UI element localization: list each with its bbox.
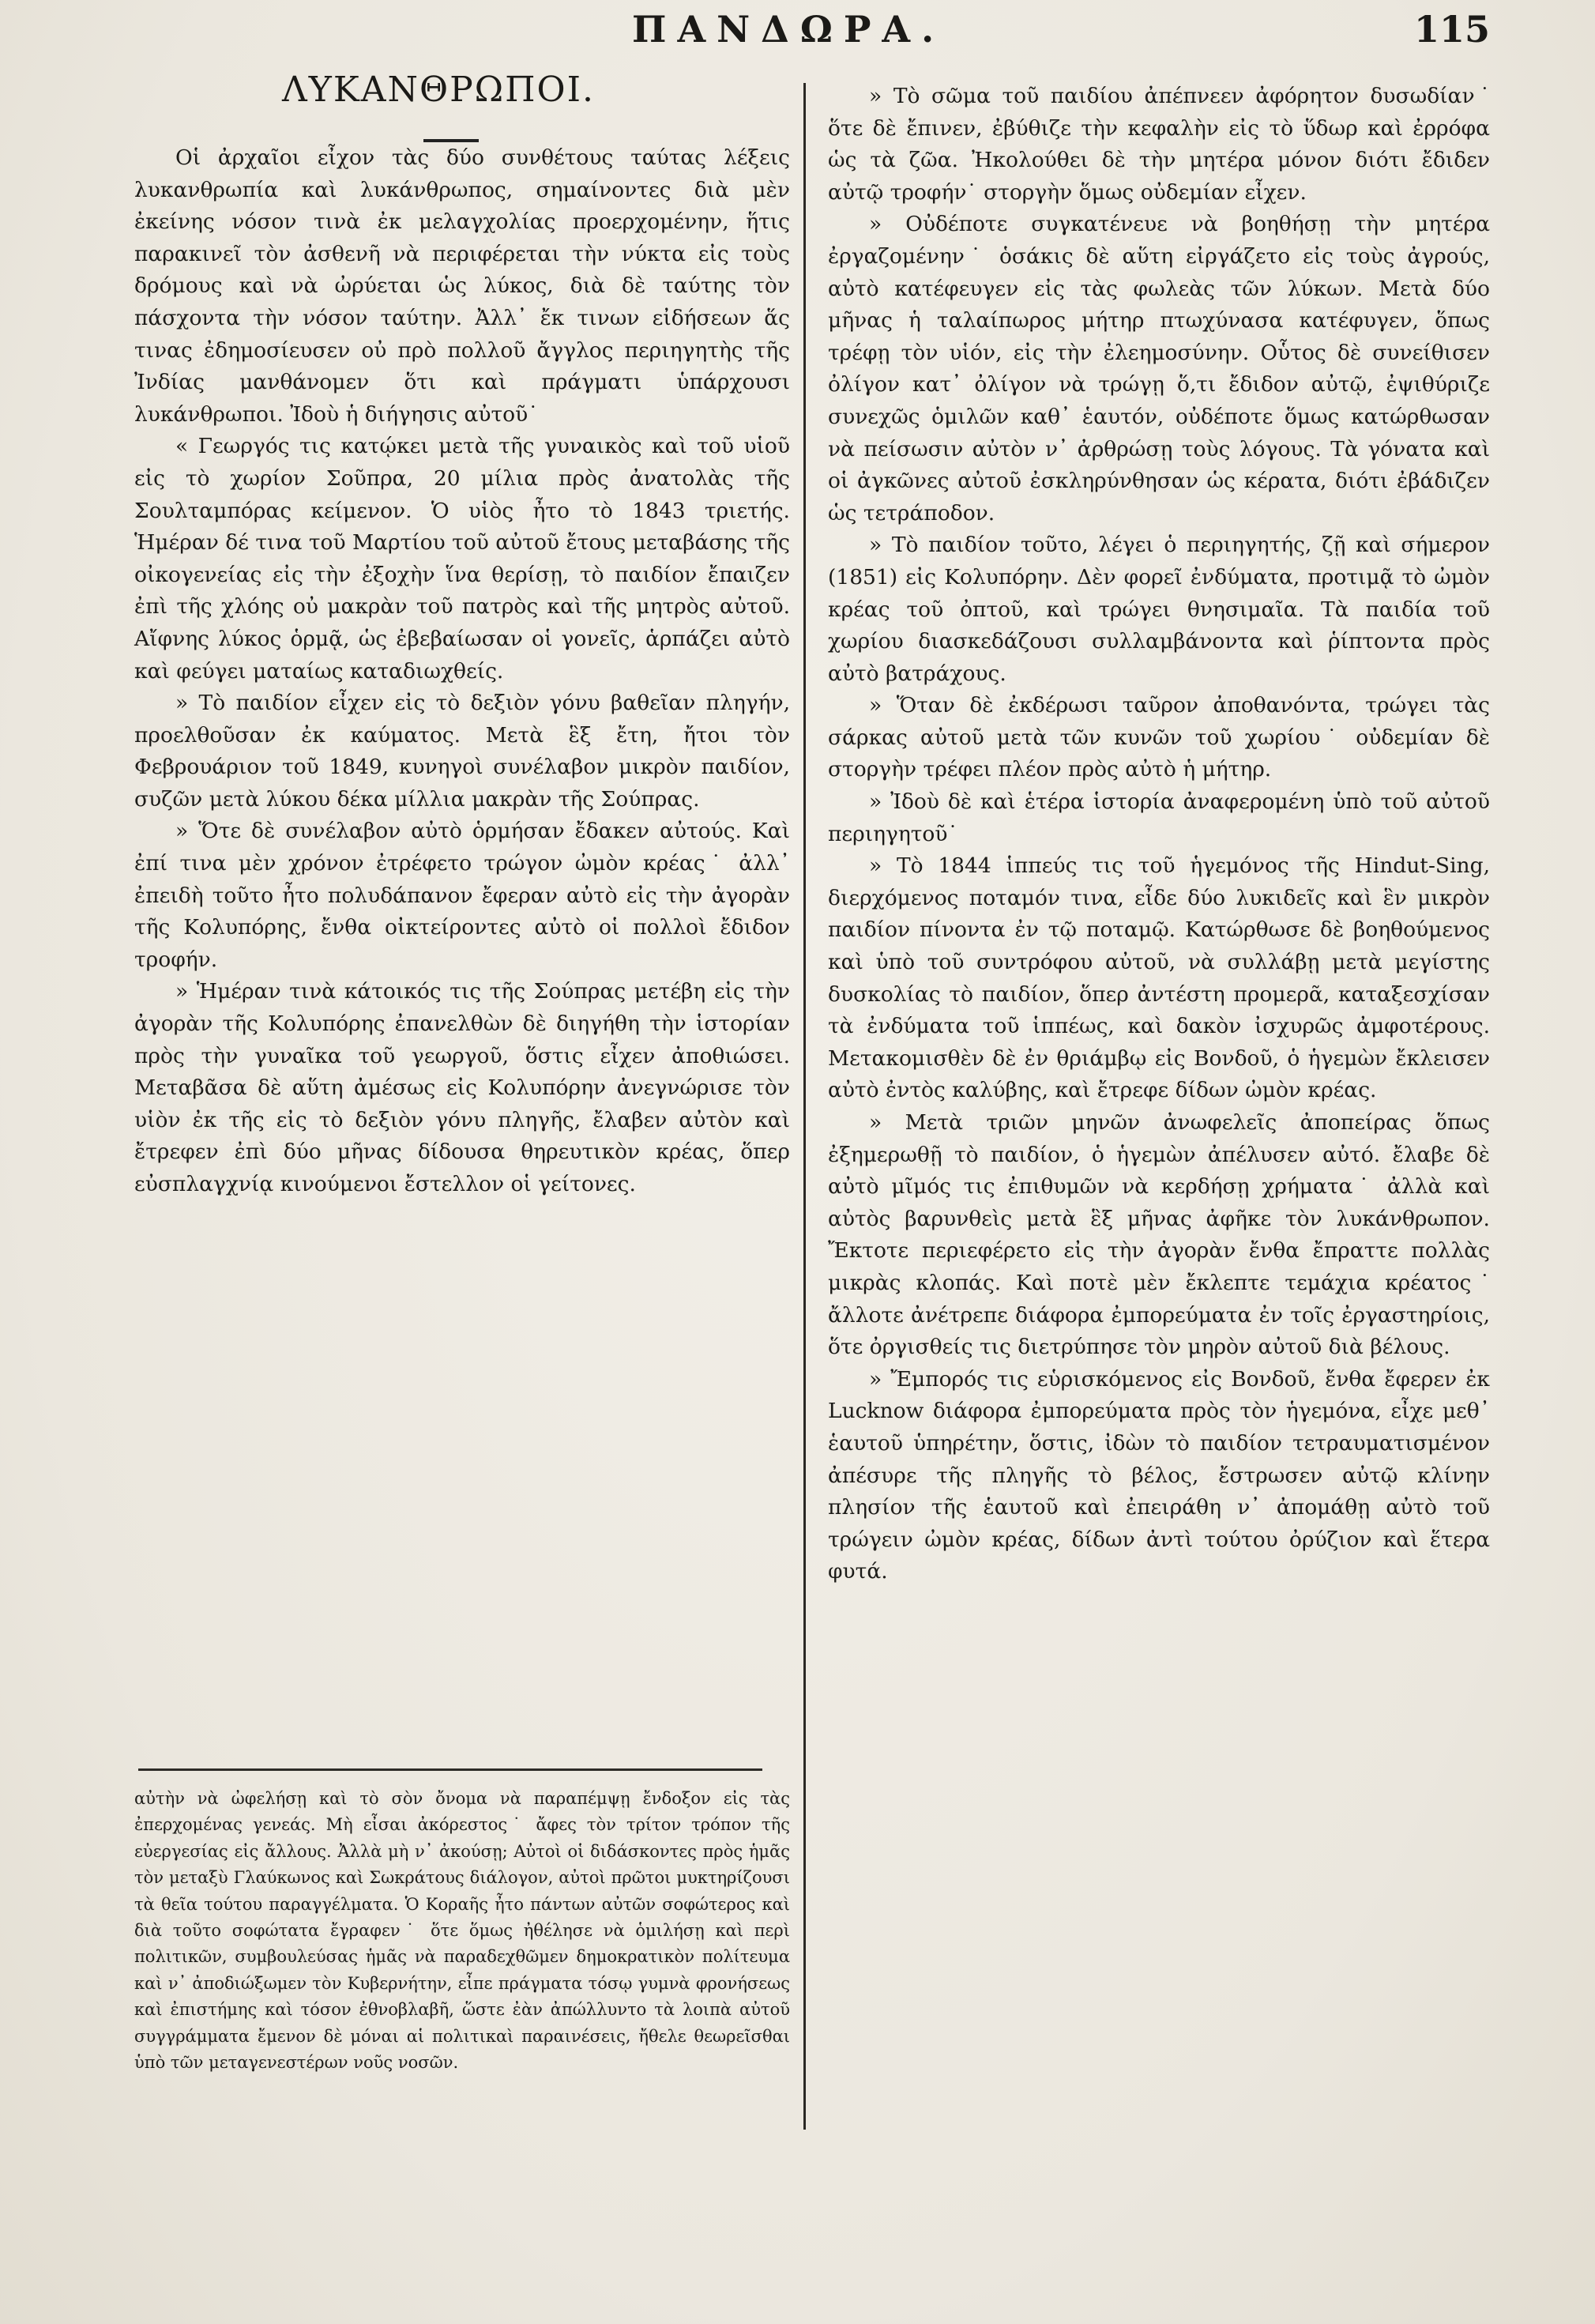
footnote	[134, 1786, 790, 2076]
paragraph: » Τὸ παιδίον τοῦτο, λέγει ὁ περιηγητής, ζῇ καὶ σήμερον (1851) εἰς Κολυπόρην. Δὲν φορεῖ ἐνδύματα, προτιμᾷ τὸ ὠμὸν κρέας τοῦ ὀπτοῦ, καὶ τρώγει θνησιμαῖα. Τὰ παιδία τοῦ χωρίου διασκεδάζουσι συλλαμβάνοντα καὶ ῥίπτοντα πρὸς αὐτὸ βατράχους.	[828, 533, 1490, 686]
paragraph: » Ἔμπορός τις εὑρισκόμενος εἰς Βονδοῦ, ἔνθα ἔφερεν ἐκ Lucknow διάφορα ἐμπορεύματα πρὸς τὸν ἡγεμόνα, εἶχε μεθ᾿ ἑαυτοῦ ὑπηρέτην, ὅστις, ἰδὼν τὸ παιδίον τετραυματισμένον ἀπέσυρε τῆς πληγῆς τὸ βέλος, ἔστρωσεν αὐτῷ κλίνην πλησίον τῆς ἑαυτοῦ καὶ ἐπειράθη ν᾿ ἀπομάθῃ αὐτὸ τοῦ τρώγειν ὠμὸν κρέας, δίδων ἀντὶ τούτου ὀρύζιον καὶ ἕτερα φυτά.	[828, 1366, 1490, 1584]
journal-title: ΠΑΝΔΩΡΑ.	[632, 8, 946, 51]
paragraph: » Ὅτε δὲ συνέλαβον αὐτὸ ὁρμήσαν ἔδακεν αὐτούς. Καὶ ἐπί τινα μὲν χρόνον ἐτρέφετο τρώγον ὠμὸν κρέας˙ ἀλλ᾿ ἐπειδὴ τοῦτο ἦτο πολυδάπανον ἔφεραν αὐτὸ εἰς τὴν ἀγορὰν τῆς Κολυπόρης, ἔνθα οἰκτείροντες αὐτὸ οἱ πολλοὶ ἔδιδον τροφήν.	[134, 819, 790, 972]
paragraph: » Ἡμέραν τινὰ κάτοικός τις τῆς Σούπρας μετέβη εἰς τὴν ἀγορὰν τῆς Κολυπόρης ἐπανελθὼν δὲ διηγήθη τὴν ἱστορίαν πρὸς τὴν γυναῖκα τοῦ γεωργοῦ, ὅστις εἶχεν ἀποθιώσει. Μεταβᾶσα δὲ αὕτη ἀμέσως εἰς Κολυπόρην ἀνεγνώρισε τὸν υἱὸν ἐκ τῆς εἰς τὸ δεξιὸν γόνυ πληγῆς, ἔλαβεν αὐτὸν καὶ ἔτρεφεν ἐπὶ δύο μῆνας δίδουσα θηρευτικὸν κρέας, ὅπερ εὐσπλαγχνίᾳ κινούμενοι ἔστελλον οἱ γείτονες.	[134, 979, 790, 1196]
paragraph: Οἱ ἀρχαῖοι εἶχον τὰς δύο συνθέτους ταύτας λέξεις λυκανθρωπία καὶ λυκάνθρωπος, σημαίνοντες διὰ μὲν ἐκείνης νόσον τινὰ ἐκ μελαγχολίας προερχομένην, ἥτις παρακινεῖ τὸν ἀσθενῆ νὰ περιφέρεται τὴν νύκτα εἰς τοὺς δρόμους καὶ νὰ ὠρύεται ὡς λύκος, διὰ δὲ ταύτης τὸν πάσχοντα τὴν νόσον ταύτην. Ἀλλ᾿ ἔκ τινων εἰδήσεων ἅς τινας ἐδημοσίευσεν οὐ πρὸ πολλοῦ ἄγγλος περιηγητὴς τῆς Ἰνδίας μανθάνομεν ὅτι καὶ πράγματι ὑπάρχουσι λυκάνθρωποι. Ἰδοὺ ἡ διήγησις αὐτοῦ˙	[134, 145, 790, 427]
paragraph: » Τὸ παιδίον εἶχεν εἰς τὸ δεξιὸν γόνυ βαθεῖαν πληγήν, προελθοῦσαν ἐκ καύματος. Μετὰ ἓξ ἔτη, ἤτοι τὸν Φεβρουάριον τοῦ 1849, κυνηγοὶ συνέλαβον μικρὸν παιδίον, συζῶν μετὰ λύκου δέκα μίλλια μακρὰν τῆς Σούπρας.	[134, 691, 790, 812]
paragraph: « Γεωργός τις κατῴκει μετὰ τῆς γυναικὸς καὶ τοῦ υἱοῦ εἰς τὸ χωρίον Σοῦπρα, 20 μίλια πρὸς ἀνατολὰς τῆς Σουλταμπόρας κείμενον. Ὁ υἱὸς ἦτο τὸ 1843 τριετής. Ἡμέραν δέ τινα τοῦ Μαρτίου τοῦ αὐτοῦ ἔτους μεταβάσης τῆς οἰκογενείας εἰς τὴν ἐξοχὴν ἵνα θερίσῃ, τὸ παιδίον ἔπαιζεν ἐπὶ τῆς χλόης οὐ μακρὰν τοῦ πατρὸς καὶ τῆς μητρὸς αὐτοῦ. Αἴφνης λύκος ὁρμᾷ, ὡς ἐβεβαίωσαν οἱ γονεῖς, ἁρπάζει αὐτὸ καὶ φεύγει ματαίως καταδιωχθείς.	[134, 434, 790, 684]
article-title: ΛΥΚΑΝΘΡΩΠΟΙ.	[282, 70, 595, 110]
left-column	[134, 142, 790, 1201]
footnote-text: αὐτὴν νὰ ὠφελήσῃ καὶ τὸ σὸν ὄνομα νὰ παραπέμψῃ ἔνδοξον εἰς τὰς ἐπερχομένας γενεάς. Μὴ εἶσαι ἀκόρεστος˙ ἄφες τὸν τρίτον τρόπον τῆς εὐεργεσίας εἰς ἄλλους. Ἀλλὰ μὴ ν᾿ ἀκούσῃ; Αὐτοὶ οἱ διδάσκοντες πρὸς ἡμᾶς τὸν μεταξὺ Γλαύκωνος καὶ Σωκράτους διάλογον, αὐτοὶ πρῶτοι μυκτηρίζουσι τὰ θεῖα τούτου παραγγέλματα. Ὁ Κοραῆς ἦτο πάντων αὐτῶν σοφώτερος καὶ διὰ τοῦτο σοφώτατα ἔγραφεν˙ ὅτε ὅμως ἠθέλησε νὰ ὁμιλήσῃ καὶ περὶ πολιτικῶν, συμβουλεύσας ἡμᾶς νὰ παραδεχθῶμεν δημοκρατικὸν πολίτευμα καὶ ν᾿ ἀποδιώξωμεν τὸν Κυβερνήτην, εἶπε πράγματα τόσῳ γυμνὰ φρονήσεως καὶ ἐπιστήμης καὶ τόσον ἐθνοβλαβῆ, ὥστε ἐὰν ἀπώλλυντο τὰ λοιπὰ αὐτοῦ συγγράμματα ἔμενον δὲ μόναι αἱ πολιτικαὶ παραινέσεις, ἤθελε θεωρεῖσθαι ὑπὸ τῶν μεταγενεστέρων νοῦς νοσῶν.	[134, 1789, 790, 2073]
paragraph: » Μετὰ τριῶν μηνῶν ἀνωφελεῖς ἀποπείρας ὅπως ἐξημερωθῇ τὸ παιδίον, ὁ ἡγεμὼν ἀπέλυσεν αὐτό. ἔλαβε δὲ αὐτὸ μῖμός τις ἐπιθυμῶν νὰ κερδήσῃ χρήματα˙ ἀλλὰ καὶ αὐτὸς βαρυνθεὶς μετὰ ἓξ μῆνας ἀφῆκε τὸν λυκάνθρωπον. Ἔκτοτε περιεφέρετο εἰς τὴν ἀγορὰν ἔνθα ἔπραττε πολλὰς μικρὰς κλοπάς. Καὶ ποτὲ μὲν ἔκλεπτε τεμάχια κρέατος˙ ἄλλοτε ἀνέτρεπε διάφορα ἐμπορεύματα ἐν τοῖς ἐργαστηρίοις, ὅτε ὀργισθείς τις διετρύπησε τὸν μηρὸν αὐτοῦ διὰ βέλους.	[828, 1110, 1490, 1360]
running-head	[0, 8, 1595, 55]
right-column	[828, 81, 1490, 1588]
paragraph: » Τὸ σῶμα τοῦ παιδίου ἀπέπνεεν ἀφόρητον δυσωδίαν˙ ὅτε δὲ ἔπινεν, ἐβύθιζε τὴν κεφαλὴν εἰς τὸ ὕδωρ καὶ ἐρρόφα ὡς τὰ ζῶα. Ἠκολούθει δὲ τὴν μητέρα μόνον διότι ἔδιδεν αὐτῷ τροφήν˙ στοργὴν ὅμως οὐδεμίαν εἶχεν.	[828, 84, 1490, 205]
footnote-rule	[138, 1768, 762, 1771]
paragraph: » Ἰδοὺ δὲ καὶ ἑτέρα ἱστορία ἀναφερομένη ὑπὸ τοῦ αὐτοῦ περιηγητοῦ˙	[828, 789, 1490, 846]
column-divider	[803, 83, 806, 2130]
paragraph: » Ὅταν δὲ ἐκδέρωσι ταῦρον ἀποθανόντα, τρώγει τὰς σάρκας αὐτοῦ μετὰ τῶν κυνῶν τοῦ χωρίου˙ οὐδεμίαν δὲ στοργὴν τρέφει πλέον πρὸς αὐτὸ ἡ μήτηρ.	[828, 693, 1490, 782]
page-number: 115	[1413, 8, 1490, 51]
paragraph: » Οὐδέποτε συγκατένευε νὰ βοηθήσῃ τὴν μητέρα ἐργαζομένην˙ ὁσάκις δὲ αὕτη εἰργάζετο εἰς τοὺς ἀγρούς, αὐτὸ κατέφευγεν εἰς τὰς φωλεὰς τῶν λύκων. Μετὰ δύο μῆνας ἡ ταλαίπωρος μήτηρ πτωχύνασα κατέφυγεν, ὅπως τρέφῃ τὸν υἱόν, εἰς τὴν ἐλεημοσύνην. Οὗτος δὲ συνείθισεν ὀλίγον κατ᾿ ὀλίγον νὰ τρώγῃ ὅ,τι ἔδιδον αὐτῷ, ἐψιθύριζε συνεχῶς ὁμιλῶν καθ᾿ ἑαυτόν, οὐδέποτε ὅμως κατώρθωσαν νὰ πείσωσιν αὐτὸν ν᾿ ἀρθρώσῃ τοὺς λόγους. Τὰ γόνατα καὶ οἱ ἀγκῶνες αὐτοῦ ἐσκληρύνθησαν ὡς κέρατα, διότι ἐβάδιζεν ὡς τετράποδον.	[828, 212, 1490, 525]
paragraph: » Τὸ 1844 ἱππεύς τις τοῦ ἡγεμόνος τῆς Hindut-Sing, διερχόμενος ποταμόν τινα, εἶδε δύο λυκιδεῖς καὶ ἓν μικρὸν παιδίον πίνοντα ἐν τῷ ποταμῷ. Κατώρθωσε δὲ βοηθούμενος καὶ ὑπὸ τοῦ συντρόφου αὐτοῦ, νὰ συλλάβῃ μετὰ μεγίστης δυσκολίας τὸ παιδίον, ὅπερ ἀντέστη προμερᾶ, καταξεσχίσαν τὰ ἐνδύματα τοῦ ἱππέως, καὶ δακὸν ἰσχυρῶς ἀμφοτέρους. Μετακομισθὲν δὲ ἐν θριάμβῳ εἰς Βονδοῦ, ὁ ἡγεμὼν ἔκλεισεν αὐτὸ ἐντὸς καλύβης, καὶ ἔτρεφε δίδων ὠμὸν κρέας.	[828, 853, 1490, 1103]
